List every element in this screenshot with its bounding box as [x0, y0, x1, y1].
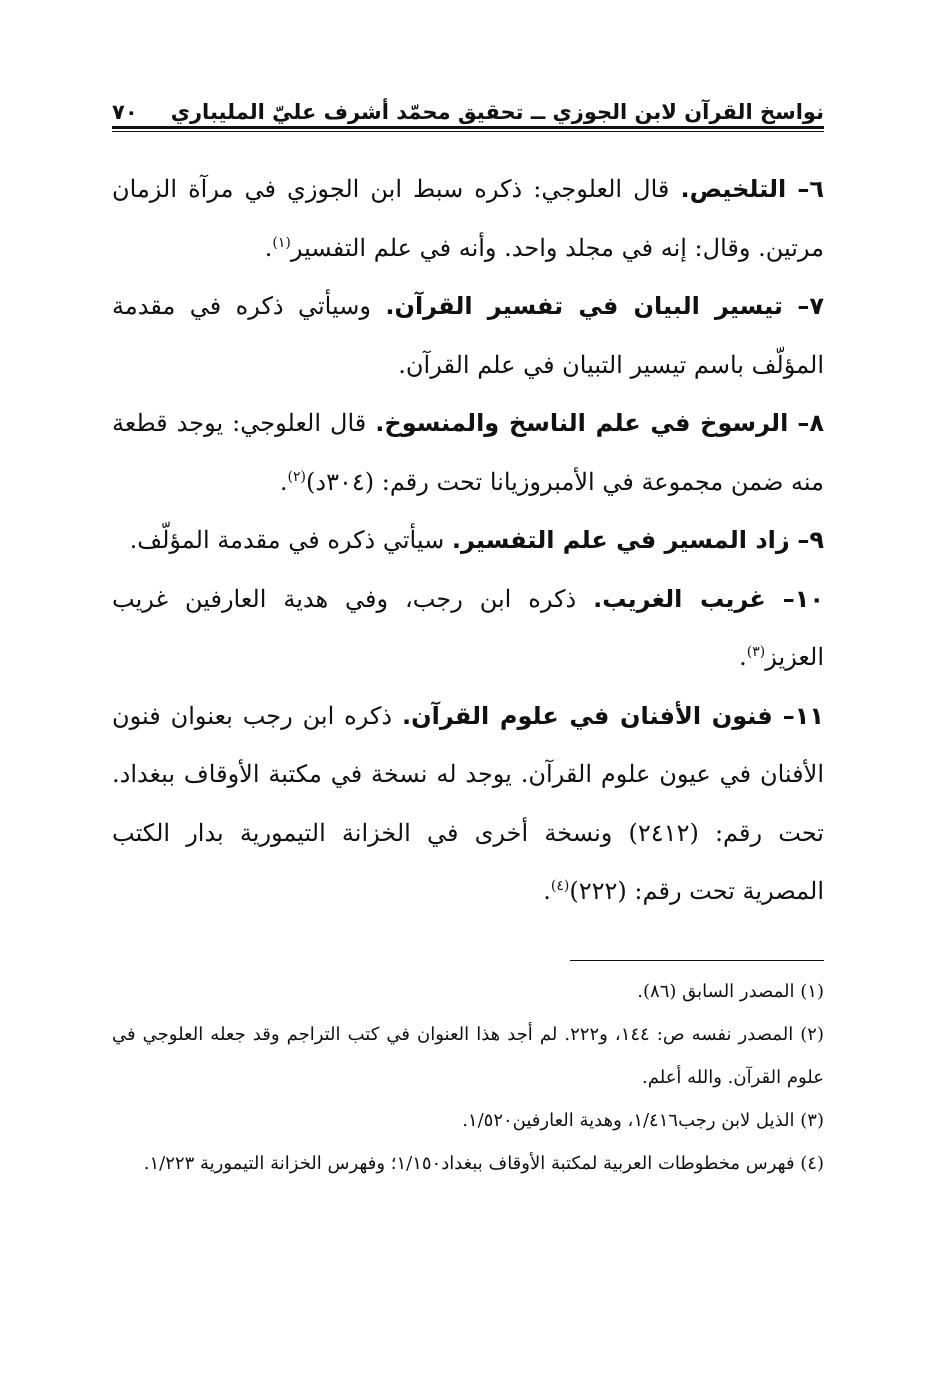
page-number: ٧٠	[112, 100, 138, 124]
footnote-2: (٢) المصدر نفسه ص: ١٤٤، و٢٢٢. لم أجد هذا العنوان في كتب التراجم وقد جعله العلوجي في علوم القرآن. والله أعلم.	[112, 1024, 824, 1088]
footnote-ref: (٤)	[550, 878, 570, 894]
header-rule-thin	[112, 131, 824, 132]
entry-title: فنون الأفنان في علوم القرآن.	[402, 701, 773, 730]
entry-title: غريب الغريب.	[593, 584, 766, 613]
entry-end: .	[543, 877, 551, 905]
entry-number: ٩–	[797, 526, 824, 554]
footnote-ref: (١)	[272, 234, 291, 251]
entry-10	[112, 570, 824, 687]
entry-end: .	[279, 467, 288, 496]
entry-text: قال العلوجي: يوجد قطعة منه ضمن مجموعة في الأمبروزيانا تحت رقم: (٣٠٤د)	[112, 409, 824, 496]
entry-title: تيسير البيان في تفسير القرآن.	[385, 292, 783, 320]
entry-6	[112, 160, 824, 277]
entry-8	[112, 394, 824, 511]
entry-text: قال العلوجي: ذكره سبط ابن الجوزي في مرآة الزمان مرتين. وقال: إنه في مجلد واحد. وأنه في علم التفسير	[112, 175, 824, 262]
entry-number: ١٠–	[782, 584, 824, 613]
entry-7	[112, 277, 824, 394]
entry-number: ١١–	[782, 701, 824, 730]
entry-title: الرسوخ في علم الناسخ والمنسوخ.	[375, 409, 789, 437]
entry-number: ٨–	[797, 409, 824, 437]
entry-text: سيأتي ذكره في مقدمة المؤلّف.	[129, 526, 452, 554]
running-title: نواسخ القرآن لابن الجوزي ــ تحقيق محمّد أشرف عليّ المليباري	[170, 100, 824, 124]
entry-title: التلخيص.	[680, 175, 787, 203]
footnote-1: (١) المصدر السابق (٨٦).	[637, 981, 824, 1002]
footnote-ref: (٣)	[746, 644, 766, 660]
entry-end: .	[264, 233, 273, 262]
entry-number: ٧–	[797, 292, 824, 320]
entry-text: ذكره ابن رجب بعنوان فنون الأفنان في عيون علوم القرآن. يوجد له نسخة في مكتبة الأوقاف ببغداد. تحت رقم: (٢٤١٢) ونسخة أخرى في الخزانة التيمورية بدار الكتب المصرية تحت رقم: (٢٢٢)	[112, 701, 824, 905]
footnote-3: (٣) الذيل لابن رجب١/٤١٦، وهدية العارفين١/٥٢٠.	[462, 1110, 824, 1131]
entry-11	[112, 687, 824, 921]
header-rule	[112, 126, 824, 129]
entry-number: ٦–	[797, 175, 824, 203]
entry-text: وسيأتي ذكره في مقدمة المؤلّف باسم تيسير التبيان في علم القرآن.	[112, 292, 824, 379]
footnote-rule	[570, 960, 824, 961]
entry-end: .	[739, 643, 747, 671]
footnotes	[112, 970, 824, 1185]
entry-text: ذكره ابن رجب، وفي هدية العارفين غريب العزيز	[112, 584, 824, 671]
entry-9	[112, 511, 824, 570]
page-header	[112, 84, 824, 124]
main-text	[112, 160, 824, 921]
entry-title: زاد المسير في علم التفسير.	[451, 526, 790, 554]
footnote-4: (٤) فهرس مخطوطات العربية لمكتبة الأوقاف ببغداد١/١٥٠؛ وفهرس الخزانة التيمورية ١/٢٢٣.	[143, 1153, 824, 1174]
footnote-ref: (٢)	[287, 468, 306, 485]
